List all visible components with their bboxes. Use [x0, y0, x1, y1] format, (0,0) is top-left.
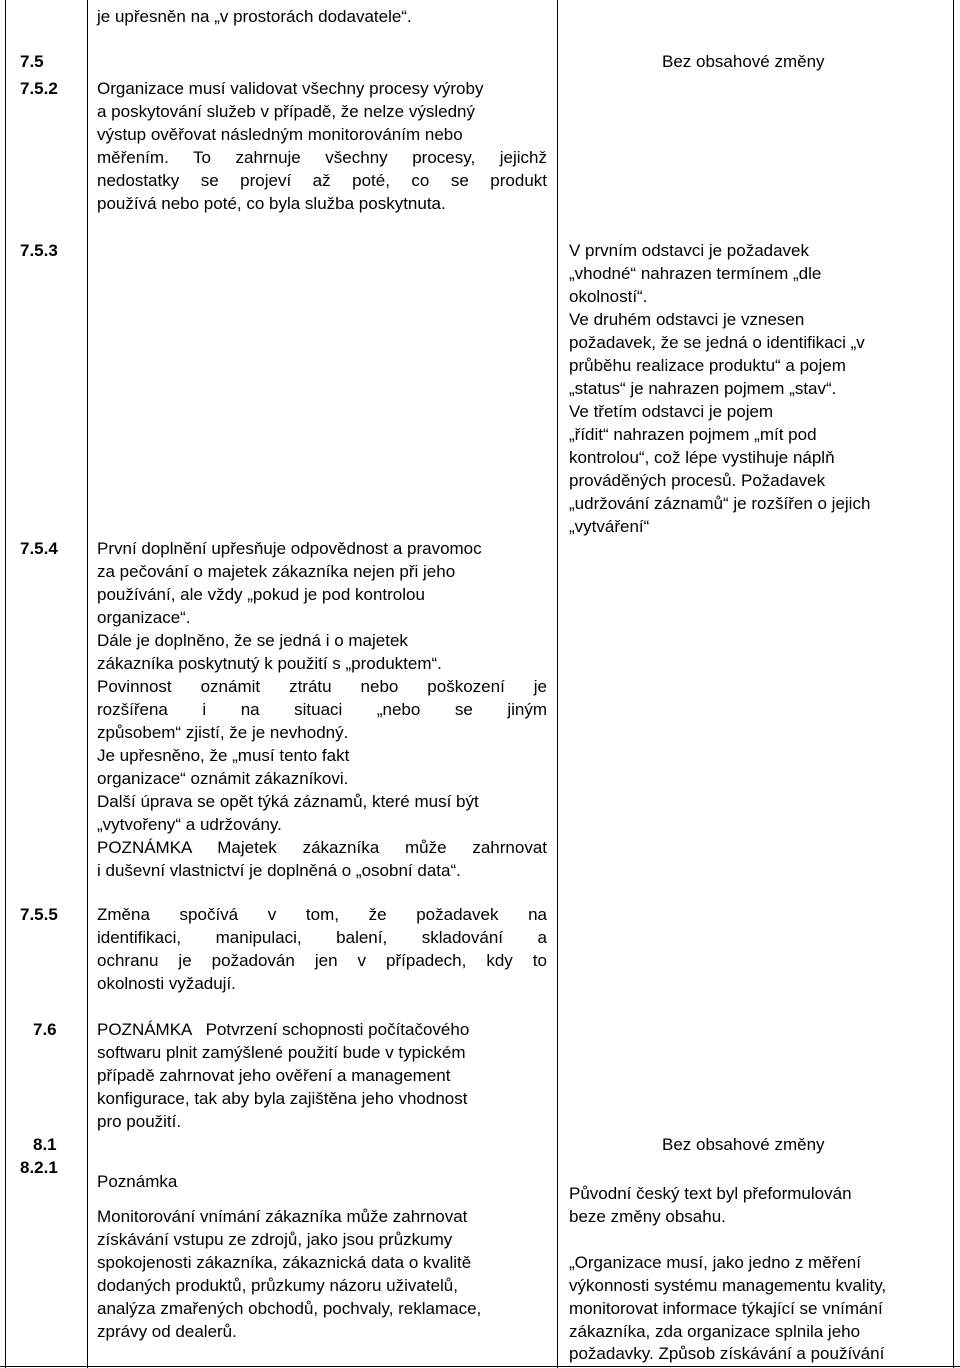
clause-number: 8.2.1: [20, 1158, 58, 1177]
clause-text-line: spokojenosti zákazníka, zákaznická data o kvalitě: [97, 1253, 472, 1272]
clause-text-line: Povinnost oznámit ztrátu nebo poškození je: [97, 677, 547, 696]
clause-text-line: zprávy od dealerů.: [97, 1322, 237, 1341]
clause-text-line: pro použití.: [97, 1112, 182, 1131]
table-column-divider-1: [87, 0, 88, 1368]
change-note-line: monitorovat informace týkající se vnímání: [569, 1299, 883, 1318]
change-note-line: průběhu realizace produktu“ a pojem: [569, 356, 846, 375]
change-note-line: požadavek, že se jedná o identifikaci „v: [569, 333, 865, 352]
change-note-line: „status“ je nahrazen pojmem „stav“.: [569, 379, 837, 398]
clause-number: 8.1: [33, 1135, 57, 1154]
clause-text-line: případě zahrnovat jeho ověření a management: [97, 1066, 451, 1085]
clause-number: 7.5.2: [20, 79, 58, 98]
clause-number: 7.5: [20, 52, 44, 71]
clause-text-line: Organizace musí validovat všechny procesy výroby: [97, 79, 484, 98]
change-note-line: „řídit“ nahrazen pojmem „mít pod: [569, 425, 817, 444]
clause-text-line: rozšířena i na situaci „nebo se jiným: [97, 700, 547, 719]
clause-text-line: analýza zmařených obchodů, pochvaly, reklamace,: [97, 1299, 482, 1318]
clause-text-line: i duševní vlastnictví je doplněná o „osobní data“.: [97, 861, 461, 880]
clause-text-line: měřením. To zahrnuje všechny procesy, jejichž: [97, 148, 547, 167]
clause-text-line: používání, ale vždy „pokud je pod kontrolou: [97, 585, 425, 604]
clause-text-line: výstup ověřovat následným monitorováním nebo: [97, 125, 463, 144]
clause-text-line: Monitorování vnímání zákazníka může zahrnovat: [97, 1207, 468, 1226]
clause-text-line: POZNÁMKA Majetek zákazníka může zahrnovat: [97, 838, 547, 857]
change-note-line: V prvním odstavci je požadavek: [569, 241, 810, 260]
clause-text-line: softwaru plnit zamýšlené použití bude v typickém: [97, 1043, 466, 1062]
clause-text-line: identifikaci, manipulaci, balení, skladování a: [97, 928, 547, 947]
clause-number: 7.5.4: [20, 539, 58, 558]
change-note-line: beze změny obsahu.: [569, 1207, 726, 1226]
clause-text-line: „vytvořeny“ a udržovány.: [97, 815, 282, 834]
change-note-line: kontrolou“, což lépe vystihuje náplň: [569, 448, 835, 467]
clause-number: 7.6: [33, 1020, 57, 1039]
clause-text-line: konfigurace, tak aby byla zajištěna jeho vhodnost: [97, 1089, 468, 1108]
clause-text-line: a poskytování služeb v případě, že nelze výsledný: [97, 102, 475, 121]
table-border-bottom: [0, 1366, 960, 1367]
change-note: Bez obsahové změny: [662, 1135, 825, 1154]
table-column-divider-2: [557, 0, 558, 1368]
change-note-line: „udržování záznamů“ je rozšířen o jejich: [569, 494, 871, 513]
change-note-line: požadavky. Způsob získávání a používání: [569, 1344, 885, 1363]
clause-number: 7.5.3: [20, 241, 58, 260]
clause-text-line: Je upřesněno, že „musí tento fakt: [97, 746, 350, 765]
clause-text-line: zákazníka poskytnutý k použití s „produktem“.: [97, 654, 442, 673]
clause-text-line: nedostatky se projeví až poté, co se produkt: [97, 171, 547, 190]
clause-text-line: Další úprava se opět týká záznamů, které musí být: [97, 792, 479, 811]
clause-text-line: organizace“ oznámit zákazníkovi.: [97, 769, 349, 788]
clause-text-line: způsobem“ zjistí, že je nevhodný.: [97, 723, 349, 742]
clause-text-line: Dále je doplněno, že se jedná i o majetek: [97, 631, 408, 650]
clause-text-line: ochranu je požadován jen v případech, kdy to: [97, 951, 547, 970]
change-note-line: Původní český text byl přeformulován: [569, 1184, 852, 1203]
clause-text-line: Změna spočívá v tom, že požadavek na: [97, 905, 547, 924]
change-note-line: Ve druhém odstavci je vznesen: [569, 310, 805, 329]
change-note-line: prováděných procesů. Požadavek: [569, 471, 826, 490]
cell-text: je upřesněn na „v prostorách dodavatele“.: [97, 7, 412, 26]
clause-number: 7.5.5: [20, 905, 58, 924]
clause-text-line: První doplnění upřesňuje odpovědnost a pravomoc: [97, 539, 482, 558]
note-heading: Poznámka: [97, 1172, 178, 1191]
clause-text-line: organizace“.: [97, 608, 191, 627]
clause-text-line: získávání vstupu ze zdrojů, jako jsou průzkumy: [97, 1230, 453, 1249]
clause-text-line: okolnosti vyžadují.: [97, 974, 236, 993]
table-border-right: [953, 0, 954, 1368]
change-note-line: „Organizace musí, jako jedno z měření: [569, 1253, 861, 1272]
change-note-line: „vytváření“: [569, 517, 650, 536]
clause-text-line: používá nebo poté, co byla služba poskytnuta.: [97, 194, 446, 213]
change-note-line: Ve třetím odstavci je pojem: [569, 402, 774, 421]
change-note: Bez obsahové změny: [662, 52, 825, 71]
change-note-line: zákazníka, zda organizace splnila jeho: [569, 1322, 861, 1341]
table-border-left: [5, 0, 6, 1368]
change-note-line: „vhodné“ nahrazen termínem „dle: [569, 264, 822, 283]
change-note-line: výkonnosti systému managementu kvality,: [569, 1276, 887, 1295]
clause-text-line: POZNÁMKA Potvrzení schopnosti počítačového: [97, 1020, 470, 1039]
clause-text-line: dodaných produktů, průzkumy názoru uživatelů,: [97, 1276, 458, 1295]
clause-text-line: za pečování o majetek zákazníka nejen při jeho: [97, 562, 456, 581]
change-note-line: okolností“.: [569, 287, 648, 306]
